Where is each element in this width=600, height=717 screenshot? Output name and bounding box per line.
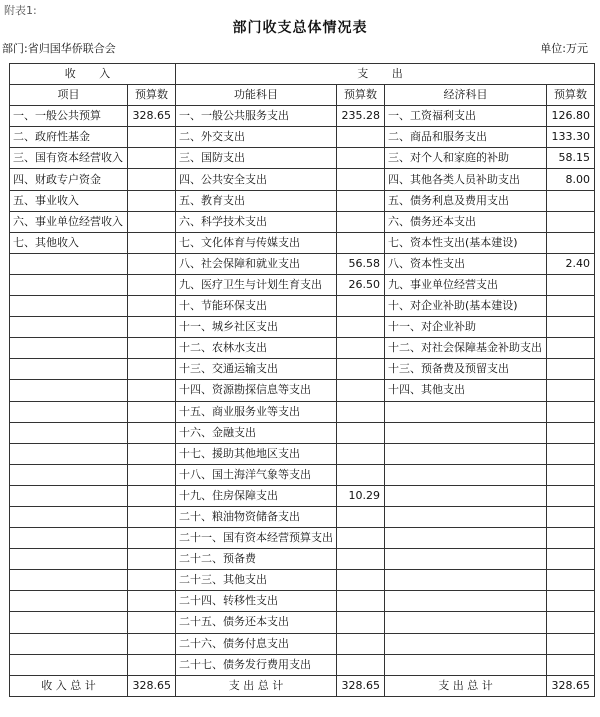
function-item-value — [337, 591, 385, 612]
economic-budget-header: 预算数 — [547, 85, 595, 106]
economic-item-value — [547, 528, 595, 549]
economic-item-name: 六、债务还本支出 — [385, 211, 547, 232]
income-item-name — [10, 274, 128, 295]
economic-item-name: 九、事业单位经营支出 — [385, 274, 547, 295]
economic-item-value — [547, 274, 595, 295]
income-item-name — [10, 253, 128, 274]
function-item-value — [337, 211, 385, 232]
function-item-name: 二十五、债务还本支出 — [176, 612, 337, 633]
table-row — [10, 274, 595, 295]
economic-item-name: 五、债务利息及费用支出 — [385, 190, 547, 211]
function-item-value — [337, 359, 385, 380]
income-item-name — [10, 570, 128, 591]
function-item-name: 九、医疗卫生与计划生育支出 — [176, 274, 337, 295]
income-item-value — [128, 528, 176, 549]
income-item-value — [128, 211, 176, 232]
table-row — [10, 570, 595, 591]
table-row — [10, 232, 595, 253]
income-item-value — [128, 612, 176, 633]
function-item-name: 十、节能环保支出 — [176, 296, 337, 317]
function-item-name: 五、教育支出 — [176, 190, 337, 211]
meta-row — [2, 40, 588, 56]
function-item-name: 十六、金融支出 — [176, 422, 337, 443]
income-item-name: 三、国有资本经营收入 — [10, 148, 128, 169]
income-item-name: 二、政府性基金 — [10, 127, 128, 148]
economic-item-name: 四、其他各类人员补助支出 — [385, 169, 547, 190]
income-item-value — [128, 464, 176, 485]
function-item-value — [337, 549, 385, 570]
economic-item-name: 一、工资福利支出 — [385, 106, 547, 127]
economic-item-name — [385, 612, 547, 633]
economic-item-value — [547, 591, 595, 612]
table-row — [10, 380, 595, 401]
economic-item-name — [385, 422, 547, 443]
table-row — [10, 106, 595, 127]
income-item-name — [10, 296, 128, 317]
table-row — [10, 633, 595, 654]
economic-item-name: 十一、对企业补助 — [385, 317, 547, 338]
function-item-name: 二十一、国有资本经营预算支出 — [176, 528, 337, 549]
income-item-value — [128, 570, 176, 591]
function-item-value — [337, 443, 385, 464]
income-item-name: 六、事业单位经营收入 — [10, 211, 128, 232]
table-row — [10, 169, 595, 190]
economic-item-value — [547, 654, 595, 675]
economic-item-name — [385, 485, 547, 506]
income-item-name — [10, 485, 128, 506]
economic-item-value — [547, 612, 595, 633]
economic-item-value: 2.40 — [547, 253, 595, 274]
income-item-name — [10, 422, 128, 443]
function-item-name: 二十、粮油物资储备支出 — [176, 506, 337, 527]
income-item-value — [128, 443, 176, 464]
function-item-name: 十七、援助其他地区支出 — [176, 443, 337, 464]
income-item-value — [128, 401, 176, 422]
economic-item-name — [385, 654, 547, 675]
function-item-value — [337, 296, 385, 317]
income-item-value — [128, 338, 176, 359]
table-row — [10, 506, 595, 527]
economic-item-value: 126.80 — [547, 106, 595, 127]
income-item-value — [128, 127, 176, 148]
economic-item-value — [547, 485, 595, 506]
function-total-label: 支 出 总 计 — [176, 675, 337, 696]
economic-item-name: 十、对企业补助(基本建设) — [385, 296, 547, 317]
function-item-name: 七、文化体育与传媒支出 — [176, 232, 337, 253]
item-header: 项目 — [10, 85, 128, 106]
income-item-value — [128, 506, 176, 527]
economic-item-name: 七、资本性支出(基本建设) — [385, 232, 547, 253]
function-item-value — [337, 633, 385, 654]
function-item-value — [337, 127, 385, 148]
table-row — [10, 127, 595, 148]
economic-item-value — [547, 633, 595, 654]
function-item-name: 十八、国土海洋气象等支出 — [176, 464, 337, 485]
economic-item-value — [547, 506, 595, 527]
economic-item-value: 58.15 — [547, 148, 595, 169]
function-item-name: 十二、农林水支出 — [176, 338, 337, 359]
function-item-value — [337, 612, 385, 633]
function-item-value: 56.58 — [337, 253, 385, 274]
income-item-name — [10, 591, 128, 612]
table-row — [10, 485, 595, 506]
economic-item-name: 二、商品和服务支出 — [385, 127, 547, 148]
economic-item-value — [547, 443, 595, 464]
economic-item-value: 8.00 — [547, 169, 595, 190]
table-row — [10, 338, 595, 359]
income-total-label: 收 入 总 计 — [10, 675, 128, 696]
economic-total-value: 328.65 — [547, 675, 595, 696]
function-item-value — [337, 464, 385, 485]
economic-item-name — [385, 570, 547, 591]
function-item-name: 二十七、债务发行费用支出 — [176, 654, 337, 675]
function-item-name: 二、外交支出 — [176, 127, 337, 148]
income-item-value — [128, 485, 176, 506]
economic-item-value — [547, 338, 595, 359]
function-item-value — [337, 380, 385, 401]
economic-item-name: 十四、其他支出 — [385, 380, 547, 401]
income-item-name — [10, 443, 128, 464]
table-row — [10, 211, 595, 232]
income-total-value: 328.65 — [128, 675, 176, 696]
income-item-name — [10, 633, 128, 654]
table-row — [10, 422, 595, 443]
table-row — [10, 591, 595, 612]
income-item-name — [10, 506, 128, 527]
income-item-name — [10, 549, 128, 570]
economic-item-name — [385, 401, 547, 422]
income-item-name — [10, 612, 128, 633]
economic-item-name — [385, 549, 547, 570]
table-row — [10, 148, 595, 169]
economic-total-label: 支 出 总 计 — [385, 675, 547, 696]
economic-item-name: 十三、预备费及预留支出 — [385, 359, 547, 380]
function-item-name: 六、科学技术支出 — [176, 211, 337, 232]
income-item-name — [10, 464, 128, 485]
function-item-name: 十四、资源勘探信息等支出 — [176, 380, 337, 401]
table-row — [10, 190, 595, 211]
income-item-value — [128, 274, 176, 295]
header-row-1 — [10, 64, 595, 85]
economic-item-value: 133.30 — [547, 127, 595, 148]
header-row-2 — [10, 85, 595, 106]
attachment-label: 附表1: — [4, 4, 37, 17]
income-budget-header: 预算数 — [128, 85, 176, 106]
economic-item-name: 八、资本性支出 — [385, 253, 547, 274]
function-item-value — [337, 190, 385, 211]
function-item-name: 二十四、转移性支出 — [176, 591, 337, 612]
income-header: 收 入 — [10, 64, 176, 85]
table-row — [10, 464, 595, 485]
function-item-name: 一、一般公共服务支出 — [176, 106, 337, 127]
income-item-value — [128, 633, 176, 654]
function-item-value — [337, 654, 385, 675]
function-item-value — [337, 422, 385, 443]
department-label: 部门:省归国华侨联合会 — [2, 42, 116, 55]
page-title: 部门收支总体情况表 — [232, 20, 368, 36]
table-row — [10, 253, 595, 274]
table-row — [10, 296, 595, 317]
income-item-value: 328.65 — [128, 106, 176, 127]
income-item-name: 四、财政专户资金 — [10, 169, 128, 190]
economic-item-value — [547, 422, 595, 443]
function-item-name: 二十六、债务付息支出 — [176, 633, 337, 654]
function-total-value: 328.65 — [337, 675, 385, 696]
table-row — [10, 443, 595, 464]
economic-item-value — [547, 359, 595, 380]
function-item-value — [337, 528, 385, 549]
economic-item-name: 十二、对社会保障基金补助支出 — [385, 338, 547, 359]
table-row — [10, 528, 595, 549]
income-item-name — [10, 401, 128, 422]
income-item-value — [128, 232, 176, 253]
economic-item-name — [385, 464, 547, 485]
income-item-value — [128, 148, 176, 169]
income-item-name — [10, 654, 128, 675]
economic-item-name — [385, 528, 547, 549]
function-item-value: 26.50 — [337, 274, 385, 295]
function-budget-header: 预算数 — [337, 85, 385, 106]
economic-item-name — [385, 506, 547, 527]
function-item-name: 十九、住房保障支出 — [176, 485, 337, 506]
expenditure-header: 支 出 — [176, 64, 595, 85]
function-item-value: 235.28 — [337, 106, 385, 127]
economic-item-name: 三、对个人和家庭的补助 — [385, 148, 547, 169]
income-item-value — [128, 317, 176, 338]
income-item-name — [10, 317, 128, 338]
income-item-name: 七、其他收入 — [10, 232, 128, 253]
function-item-value — [337, 401, 385, 422]
economic-item-value — [547, 464, 595, 485]
economic-item-value — [547, 211, 595, 232]
economic-item-name — [385, 591, 547, 612]
function-item-value — [337, 570, 385, 591]
economic-item-value — [547, 549, 595, 570]
function-item-value — [337, 232, 385, 253]
income-item-value — [128, 422, 176, 443]
function-item-value — [337, 169, 385, 190]
economic-subject-header: 经济科目 — [385, 85, 547, 106]
income-item-value — [128, 654, 176, 675]
income-item-name — [10, 528, 128, 549]
economic-item-value — [547, 401, 595, 422]
income-item-value — [128, 296, 176, 317]
function-item-name: 二十二、预备费 — [176, 549, 337, 570]
income-item-name — [10, 359, 128, 380]
income-item-value — [128, 253, 176, 274]
income-item-name — [10, 338, 128, 359]
function-item-value — [337, 506, 385, 527]
economic-item-value — [547, 317, 595, 338]
income-item-name: 五、事业收入 — [10, 190, 128, 211]
table-row — [10, 317, 595, 338]
income-item-value — [128, 169, 176, 190]
economic-item-value — [547, 380, 595, 401]
table-row — [10, 654, 595, 675]
function-item-value: 10.29 — [337, 485, 385, 506]
economic-item-name — [385, 443, 547, 464]
income-item-value — [128, 591, 176, 612]
table-body — [10, 64, 595, 697]
table-row — [10, 359, 595, 380]
economic-item-name — [385, 633, 547, 654]
income-item-value — [128, 190, 176, 211]
income-item-name: 一、一般公共预算 — [10, 106, 128, 127]
income-item-name — [10, 380, 128, 401]
function-item-value — [337, 317, 385, 338]
function-item-value — [337, 338, 385, 359]
function-item-name: 八、社会保障和就业支出 — [176, 253, 337, 274]
income-item-value — [128, 359, 176, 380]
economic-item-value — [547, 232, 595, 253]
function-item-name: 二十三、其他支出 — [176, 570, 337, 591]
table-row — [10, 549, 595, 570]
function-item-name: 十五、商业服务业等支出 — [176, 401, 337, 422]
function-item-name: 三、国防支出 — [176, 148, 337, 169]
income-item-value — [128, 380, 176, 401]
function-item-name: 十一、城乡社区支出 — [176, 317, 337, 338]
totals-row — [10, 675, 595, 696]
economic-item-value — [547, 570, 595, 591]
function-item-value — [337, 148, 385, 169]
function-item-name: 四、公共安全支出 — [176, 169, 337, 190]
unit-label: 单位:万元 — [540, 42, 588, 55]
economic-item-value — [547, 296, 595, 317]
table-row — [10, 401, 595, 422]
function-subject-header: 功能科目 — [176, 85, 337, 106]
table-row — [10, 612, 595, 633]
budget-table — [9, 63, 595, 697]
income-item-value — [128, 549, 176, 570]
function-item-name: 十三、交通运输支出 — [176, 359, 337, 380]
economic-item-value — [547, 190, 595, 211]
